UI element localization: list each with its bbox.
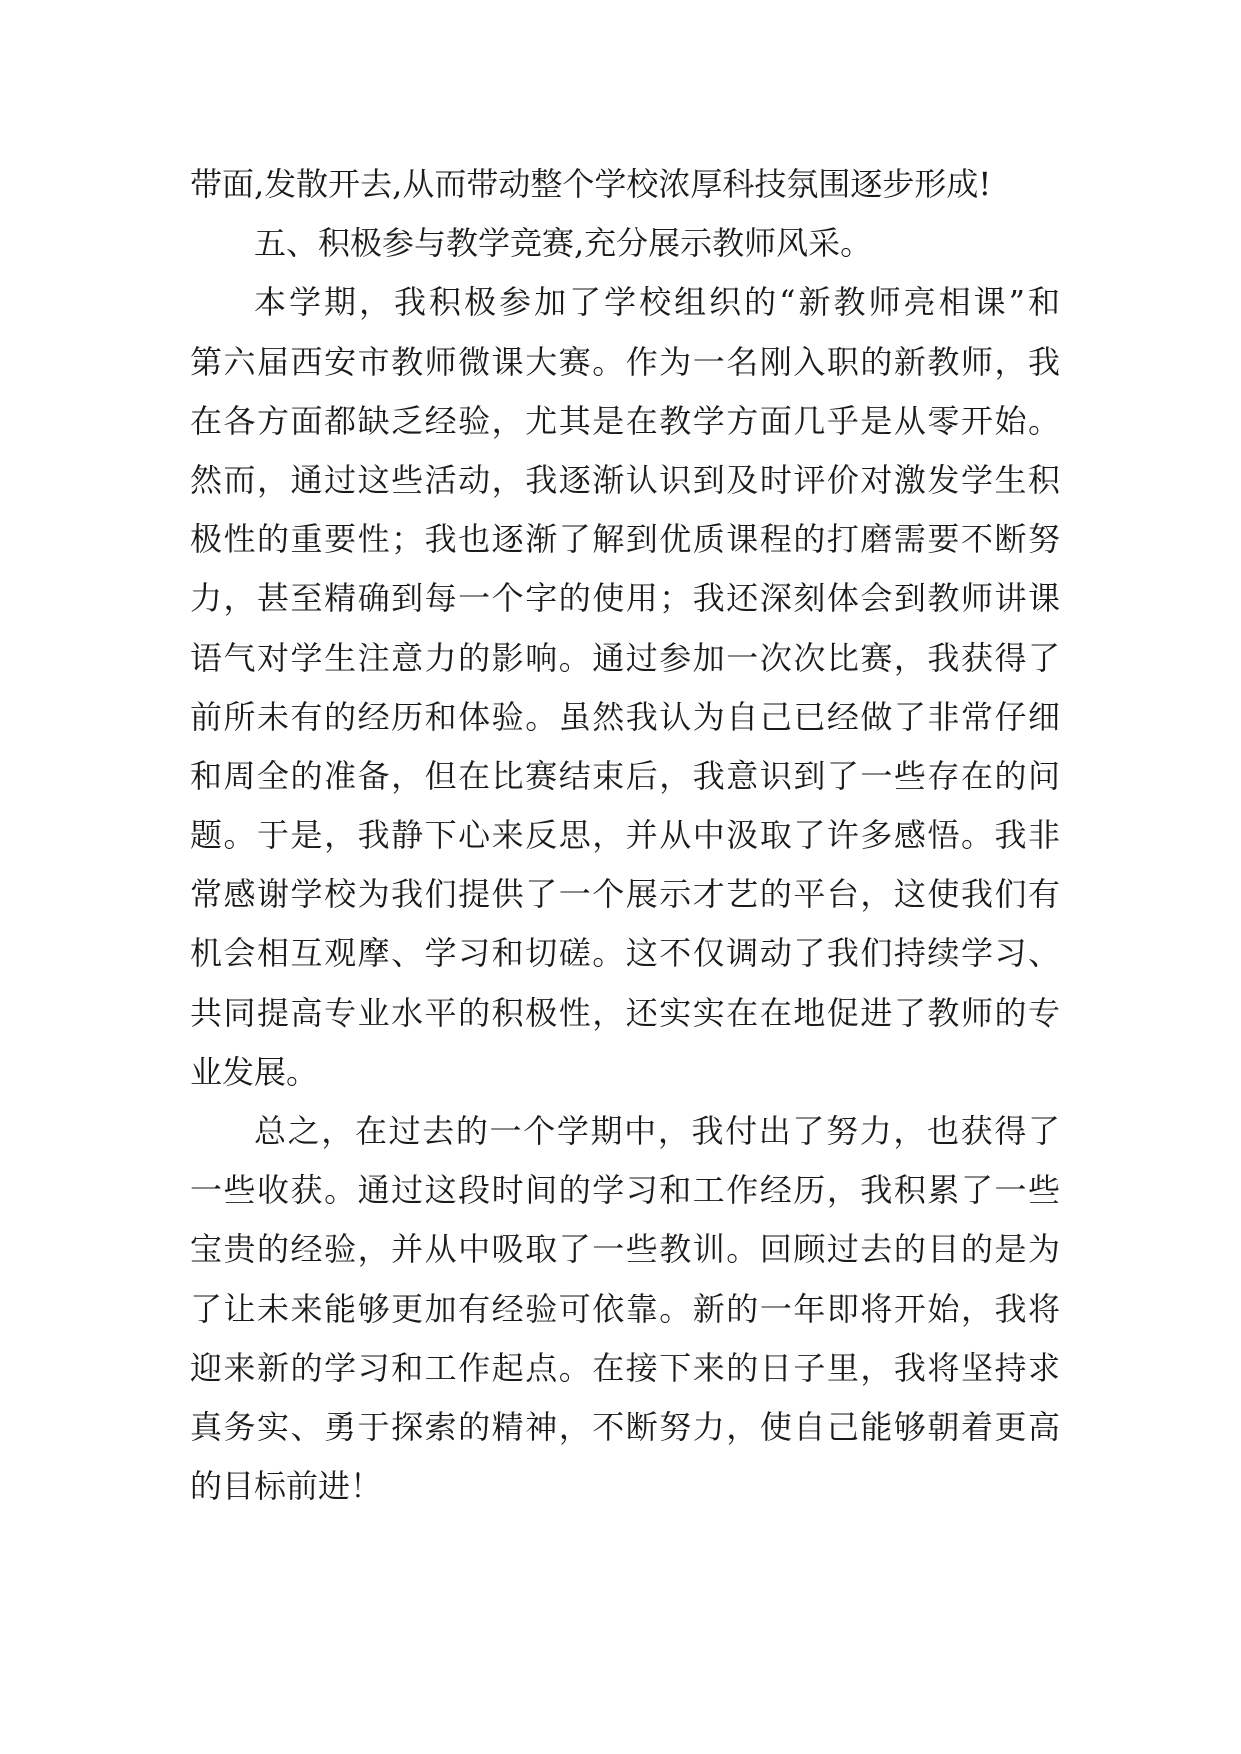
text-line: 语气对学生注意力的影响。通过参加一次次比赛，我获得了 <box>190 638 1060 677</box>
text-line: 业发展。 <box>190 1052 319 1091</box>
text-line: 题。于是，我静下心来反思，并从中汲取了许多感悟。我非 <box>190 816 1060 855</box>
text-line: 和周全的准备，但在比赛结束后，我意识到了一些存在的问 <box>190 756 1060 795</box>
text-line: 五、积极参与教学竞赛,充分展示教师风采。 <box>254 224 873 263</box>
text-line: 共同提高专业水平的积极性，还实实在在地促进了教师的专 <box>190 993 1060 1032</box>
text-line: 前所未有的经历和体验。虽然我认为自己已经做了非常仔细 <box>190 697 1060 736</box>
text-line: 然而，通过这些活动，我逐渐认识到及时评价对激发学生积 <box>190 460 1060 499</box>
text-line: 本学期，我积极参加了学校组织的“新教师亮相课”和 <box>254 283 1060 322</box>
text-line: 极性的重要性；我也逐渐了解到优质课程的打磨需要不断努 <box>190 520 1060 559</box>
paragraph-section-5-body <box>190 273 1060 1102</box>
text-line: 宝贵的经验，并从中吸取了一些教训。回顾过去的目的是为 <box>190 1230 1060 1269</box>
text-line: 带面,发散开去,从而带动整个学校浓厚科技氛围逐步形成! <box>190 165 992 203</box>
text-line: 一些收获。通过这段时间的学习和工作经历，我积累了一些 <box>190 1171 1060 1210</box>
text-line: 总之，在过去的一个学期中，我付出了努力，也获得了 <box>254 1112 1060 1150</box>
text-line: 在各方面都缺乏经验，尤其是在教学方面几乎是从零开始。 <box>190 401 1060 440</box>
text-line: 了让未来能够更加有经验可依靠。新的一年即将开始，我将 <box>190 1289 1060 1328</box>
paragraph-conclusion <box>190 1102 1060 1516</box>
text-line: 迎来新的学习和工作起点。在接下来的日子里，我将坚持求 <box>190 1348 1060 1387</box>
text-line: 力，甚至精确到每一个字的使用；我还深刻体会到教师讲课 <box>190 579 1060 618</box>
text-line: 常感谢学校为我们提供了一个展示才艺的平台，这使我们有 <box>190 875 1060 914</box>
text-line: 机会相互观摩、学习和切磋。这不仅调动了我们持续学习、 <box>190 934 1060 973</box>
text-line: 的目标前进！ <box>190 1467 383 1506</box>
text-line: 真务实、勇于探索的精神，不断努力，使自己能够朝着更高 <box>190 1407 1060 1446</box>
document-body <box>190 155 1060 1516</box>
text-line: 第六届西安市教师微课大赛。作为一名刚入职的新教师，我 <box>190 342 1060 381</box>
paragraph-section-5-heading <box>190 214 1060 273</box>
paragraph-p1-continuation <box>190 155 1060 214</box>
